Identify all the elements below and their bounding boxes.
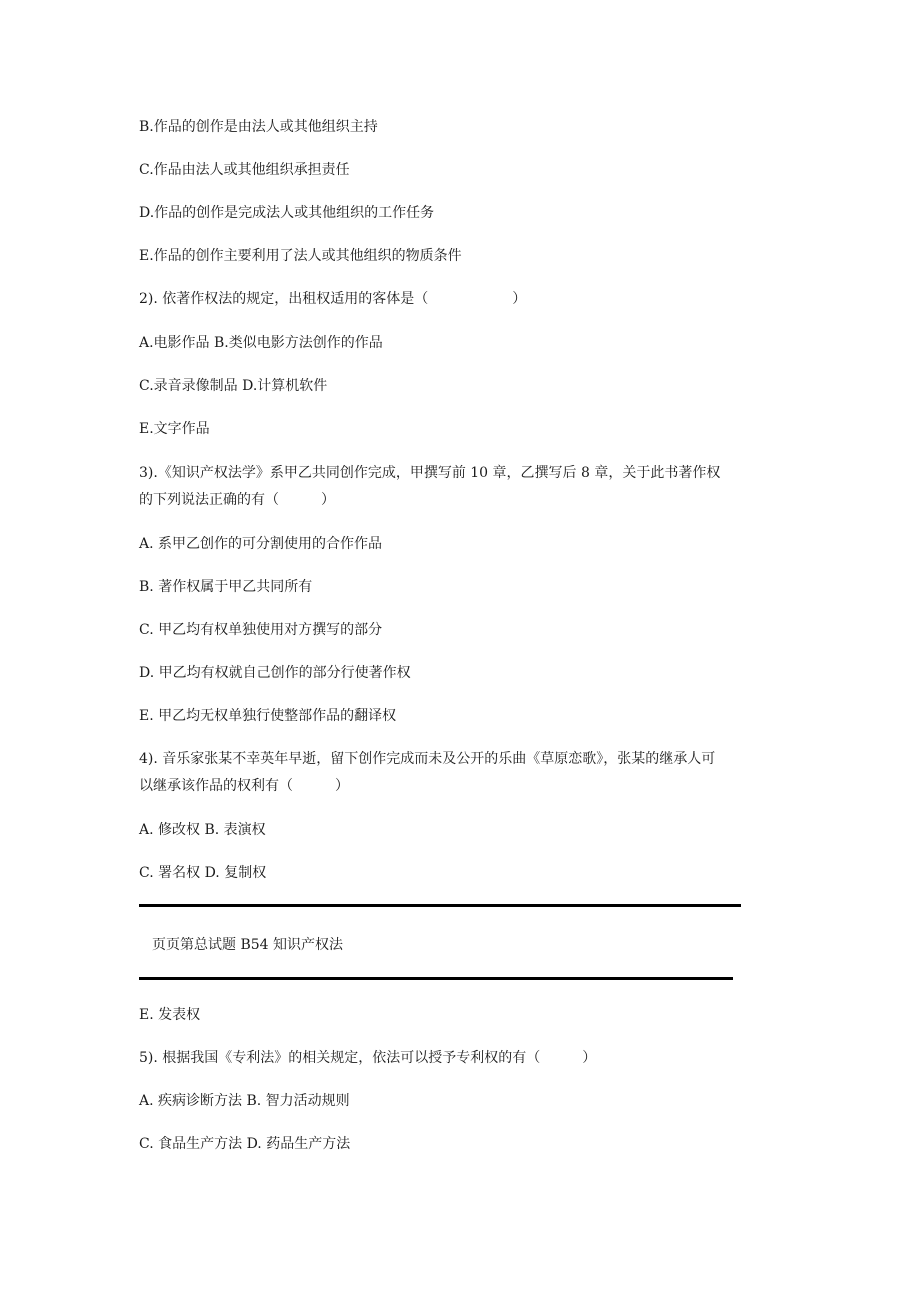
question-2: 2). 依著作权法的规定，出租权适用的客体是（ ） [139, 291, 527, 307]
option-c-text: C.作品由法人或其他组织承担责任 [139, 162, 350, 178]
question-3-line1: 3).《知识产权法学》系甲乙共同创作完成，甲撰写前 10 章，乙撰写后 8 章，关于此书著作权 [139, 465, 721, 481]
question-5: 5). 根据我国《专利法》的相关规定，依法可以授予专利权的有（ ） [139, 1050, 597, 1066]
question-4-line2: 以继承该作品的权利有（ ） [139, 778, 349, 794]
page-footer: 页页第总试题 B54 知识产权法 [152, 937, 344, 953]
q4-option-e: E. 发表权 [139, 1007, 201, 1023]
q4-option-cd: C. 署名权 D. 复制权 [139, 865, 267, 881]
question-4-line1: 4). 音乐家张某不幸英年早逝，留下创作完成而未及公开的乐曲《草原恋歌》，张某的继承人可 [139, 751, 716, 767]
footer-top-rule [139, 904, 741, 907]
header-bottom-rule [139, 977, 733, 980]
q5-option-cd: C. 食品生产方法 D. 药品生产方法 [139, 1136, 351, 1152]
q3-option-e: E. 甲乙均无权单独行使整部作品的翻译权 [139, 708, 397, 724]
option-d-text: D.作品的创作是完成法人或其他组织的工作任务 [139, 205, 435, 221]
q3-option-c: C. 甲乙均有权单独使用对方撰写的部分 [139, 622, 383, 638]
q5-option-ab: A. 疾病诊断方法 B. 智力活动规则 [139, 1093, 350, 1109]
option-e-text: E.作品的创作主要利用了法人或其他组织的物质条件 [139, 248, 462, 264]
question-3-line2: 的下列说法正确的有（ ） [139, 492, 335, 508]
q2-option-cd: C.录音录像制品 D.计算机软件 [139, 378, 328, 394]
q3-option-b: B. 著作权属于甲乙共同所有 [139, 579, 313, 595]
q2-option-e: E.文字作品 [139, 421, 210, 437]
q2-option-ab: A.电影作品 B.类似电影方法创作的作品 [139, 335, 383, 351]
q3-option-a: A. 系甲乙创作的可分割使用的合作作品 [139, 536, 383, 552]
option-b-text: B.作品的创作是由法人或其他组织主持 [139, 119, 378, 135]
q4-option-ab: A. 修改权 B. 表演权 [139, 822, 266, 838]
q3-option-d: D. 甲乙均有权就自己创作的部分行使著作权 [139, 665, 411, 681]
